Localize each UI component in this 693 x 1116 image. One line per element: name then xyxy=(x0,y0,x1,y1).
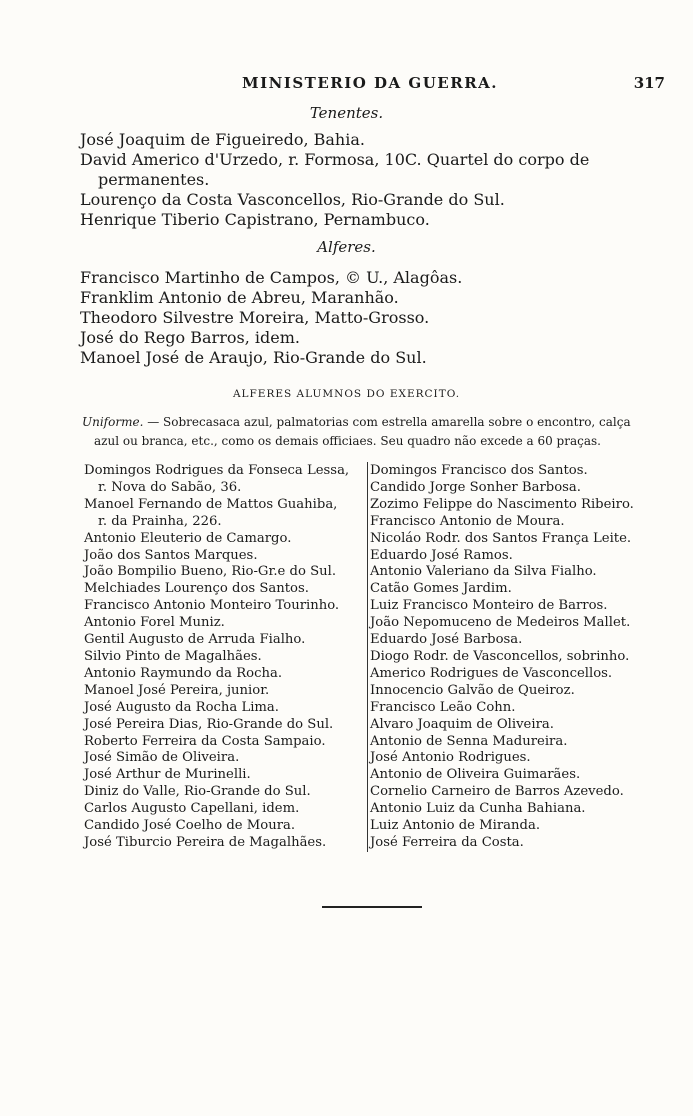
tenentes-list xyxy=(80,130,660,230)
list-item: David Americo d'Urzedo, r. Formosa, 10C. Quartel do corpo de xyxy=(80,150,590,169)
list-item: Manoel Fernando de Mattos Guahiba, xyxy=(84,496,338,512)
list-item: Melchiades Lourenço dos Santos. xyxy=(84,581,309,597)
list-item: Nicoláo Rodr. dos Santos França Leite. xyxy=(370,530,632,546)
list-item: Diniz do Valle, Rio-Grande do Sul. xyxy=(84,784,311,800)
page-number: 317 xyxy=(633,74,665,92)
list-item: Eduardo José Barbosa. xyxy=(370,632,523,648)
list-item: José do Rego Barros, idem. xyxy=(80,328,300,347)
list-item: Luiz Francisco Monteiro de Barros. xyxy=(370,598,608,614)
list-item: Lourenço da Costa Vasconcellos, Rio-Grande do Sul. xyxy=(80,190,505,209)
list-item: Catão Gomes Jardim. xyxy=(370,581,512,597)
list-item: Candido Jorge Sonher Barbosa. xyxy=(370,479,581,495)
list-item: Francisco Antonio Monteiro Tourinho. xyxy=(84,598,340,614)
list-item: José Antonio Rodrigues. xyxy=(370,750,531,766)
list-item: João dos Santos Marques. xyxy=(84,547,258,563)
uniform-label: Uniforme. xyxy=(82,415,144,429)
list-item: Francisco Martinho de Campos, © U., Alagôas. xyxy=(80,268,463,287)
list-item: Eduardo José Ramos. xyxy=(370,547,513,563)
list-item: Antonio de Oliveira Guimarães. xyxy=(370,767,581,783)
list-item: Cornelio Carneiro de Barros Azevedo. xyxy=(370,784,624,800)
list-item: Antonio Valeriano da Silva Fialho. xyxy=(370,564,597,580)
list-item-continuation: permanentes. xyxy=(98,170,210,189)
uniform-text-line-1: — Sobrecasaca azul, palmatorias com estrella amarella sobre o encontro, calça xyxy=(147,415,631,429)
list-item: José Pereira Dias, Rio-Grande do Sul. xyxy=(84,716,334,732)
list-item: José Simão de Oliveira. xyxy=(84,750,240,766)
list-item: Carlos Augusto Capellani, idem. xyxy=(84,801,300,817)
list-item: Alvaro Joaquim de Oliveira. xyxy=(370,716,554,732)
list-item: Silvio Pinto de Magalhães. xyxy=(84,648,262,664)
list-item: Antonio Eleuterio de Camargo. xyxy=(84,530,292,546)
list-item: Americo Rodrigues de Vasconcellos. xyxy=(370,665,613,681)
end-rule-divider xyxy=(322,906,422,908)
uniform-text-line-2: azul ou branca, etc., como os demais officiaes. Seu quadro não excede a 60 praças. xyxy=(94,434,601,448)
list-item: Domingos Francisco dos Santos. xyxy=(370,463,588,478)
list-item: Franklim Antonio de Abreu, Maranhão. xyxy=(80,288,399,307)
running-title: MINISTERIO DA GUERRA. xyxy=(241,74,499,92)
alumnos-left-column xyxy=(84,463,369,852)
list-item: Diogo Rodr. de Vasconcellos, sobrinho. xyxy=(370,648,630,664)
list-item: Francisco Leão Cohn. xyxy=(370,699,516,715)
section-title-alumnos: ALFERES ALUMNOS DO EXERCITO. xyxy=(232,388,461,400)
list-item: José Arthur de Murinelli. xyxy=(84,767,251,783)
alumnos-right-column xyxy=(370,463,660,852)
list-item: João Nepomuceno de Medeiros Mallet. xyxy=(370,615,631,631)
list-item: Francisco Antonio de Moura. xyxy=(370,513,565,529)
list-item: José Joaquim de Figueiredo, Bahia. xyxy=(80,130,365,149)
list-item: Candido José Coelho de Moura. xyxy=(84,818,296,834)
section-title-alferes: Alferes. xyxy=(317,238,376,256)
list-item: Henrique Tiberio Capistrano, Pernambuco. xyxy=(80,210,430,229)
uniform-description xyxy=(82,413,662,451)
list-item: Gentil Augusto de Arruda Fialho. xyxy=(84,632,306,648)
list-item: João Bompilio Bueno, Rio-Gr.e do Sul. xyxy=(84,564,337,580)
list-item: José Augusto da Rocha Lima. xyxy=(84,699,279,715)
list-item: Manoel José de Araujo, Rio-Grande do Sul. xyxy=(80,348,427,367)
list-item: Zozimo Felippe do Nascimento Ribeiro. xyxy=(370,496,634,512)
list-item: Theodoro Silvestre Moreira, Matto-Grosso. xyxy=(80,308,430,327)
list-item: Antonio Raymundo da Rocha. xyxy=(84,665,283,681)
list-item: Innocencio Galvão de Queiroz. xyxy=(370,682,575,698)
list-item: Antonio de Senna Madureira. xyxy=(370,733,568,749)
alferes-list xyxy=(80,268,660,368)
list-item: José Tiburcio Pereira de Magalhães. xyxy=(84,834,327,850)
list-item: Domingos Rodrigues da Fonseca Lessa, xyxy=(84,463,350,478)
section-title-tenentes: Tenentes. xyxy=(309,104,384,122)
list-item: Roberto Ferreira da Costa Sampaio. xyxy=(84,733,326,749)
page-header xyxy=(80,74,665,96)
list-item: Manoel José Pereira, junior. xyxy=(84,682,270,698)
list-item: Luiz Antonio de Miranda. xyxy=(370,818,541,834)
list-item: José Ferreira da Costa. xyxy=(370,834,524,850)
list-item-continuation: r. Nova do Sabão, 36. xyxy=(98,479,242,495)
list-item-continuation: r. da Prainha, 226. xyxy=(98,513,222,529)
list-item: Antonio Luiz da Cunha Bahiana. xyxy=(370,801,586,817)
list-item: Antonio Forel Muniz. xyxy=(84,615,225,631)
